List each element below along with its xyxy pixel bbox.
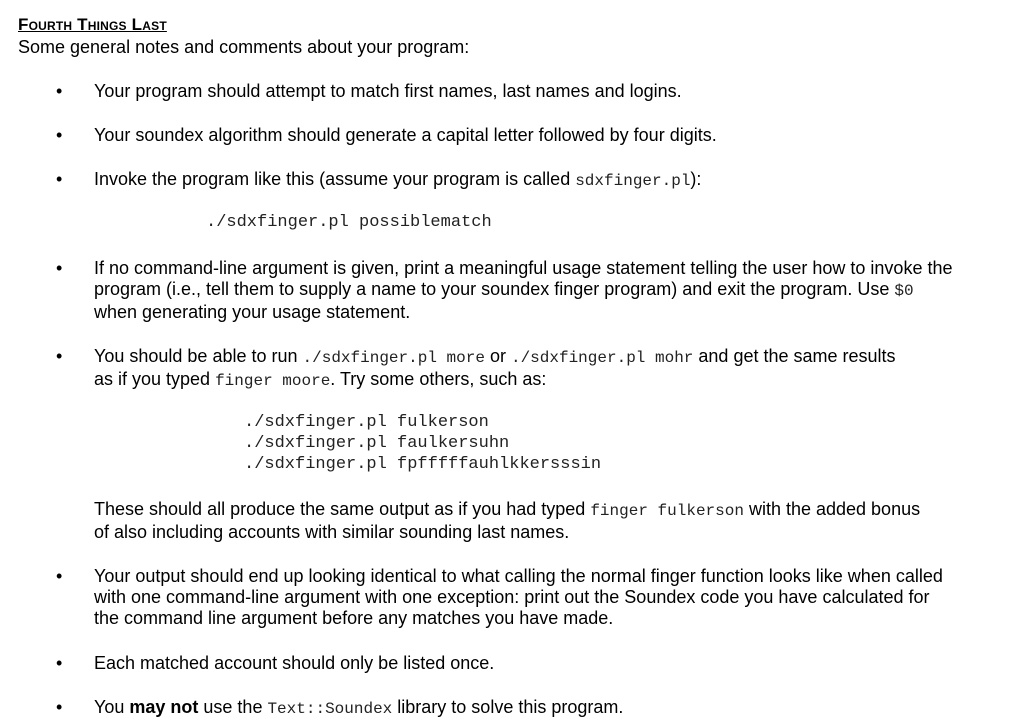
code-example-line: ./sdxfinger.pl fulkerson xyxy=(244,413,489,432)
bullet-6-line-1: Your output should end up looking identical to what calling the normal finger function looks like when called xyxy=(94,566,943,586)
para-text-end: with the added bonus xyxy=(743,499,921,519)
bullet-icon: • xyxy=(56,258,63,278)
bullet-6-line-2: with one command-line argument with one exception: print out the Soundex code you have calculated for xyxy=(94,587,930,607)
bullet-icon: • xyxy=(56,81,63,101)
bullet-5-code-3: finger moore xyxy=(215,372,331,390)
bullet-5-code-1: ./sdxfinger.pl more xyxy=(302,349,485,367)
intro-text: Some general notes and comments about your program: xyxy=(18,37,470,57)
bullet-3-text-end: ): xyxy=(690,169,702,189)
bullet-5-text-or: or xyxy=(484,346,511,366)
bullet-5-code-2: ./sdxfinger.pl mohr xyxy=(510,349,694,367)
bullet-icon: • xyxy=(56,346,63,366)
bullet-icon: • xyxy=(56,125,63,145)
bullet-4-code: $0 xyxy=(894,282,914,300)
bullet-item-2: Your soundex algorithm should generate a capital letter followed by four digits. xyxy=(94,125,717,145)
bullet-5-line-1 xyxy=(94,346,994,369)
bullet-item-1: Your program should attempt to match first names, last names and logins. xyxy=(94,81,682,101)
bullet-item-4 xyxy=(94,258,994,323)
bullet-icon: • xyxy=(56,566,63,586)
bullet-item-6 xyxy=(94,566,994,629)
bullet-4-line-2 xyxy=(94,279,994,302)
para-line-1 xyxy=(94,499,994,522)
code-invoke-example: ./sdxfinger.pl possiblematch xyxy=(206,213,492,232)
bullet-item-3 xyxy=(94,169,994,192)
bullet-4-line-1: If no command-line argument is given, print a meaningful usage statement telling the user how to invoke the xyxy=(94,258,953,278)
bullet-item-7: Each matched account should only be listed once. xyxy=(94,653,495,673)
bullet-5-text-end: and get the same results xyxy=(693,346,896,366)
bullet-8-bold: may not xyxy=(129,697,199,717)
bullet-icon: • xyxy=(56,697,63,717)
code-examples-block xyxy=(244,412,601,475)
bullet-item-5 xyxy=(94,346,994,392)
bullet-8-text: You xyxy=(94,697,130,717)
bullet-icon: • xyxy=(56,169,63,189)
para-text: These should all produce the same output as if you had typed xyxy=(94,499,591,519)
bullet-item-8 xyxy=(94,697,994,720)
section-heading: Fourth Things Last xyxy=(18,15,167,34)
bullet-3-text: Invoke the program like this (assume your program is called xyxy=(94,169,576,189)
bullet-8-code: Text::Soundex xyxy=(267,700,393,718)
bullet-5-text-2: as if you typed xyxy=(94,369,216,389)
code-example-line: ./sdxfinger.pl fpfffffauhlkkersssin xyxy=(244,455,602,474)
bullet-8-text-2: use the xyxy=(198,697,268,717)
bullet-5-line-2 xyxy=(94,369,994,392)
para-code: finger fulkerson xyxy=(590,502,744,520)
bullet-8-text-3: library to solve this program. xyxy=(392,697,624,717)
bullet-4-line-3: when generating your usage statement. xyxy=(94,302,411,322)
paragraph-after-examples xyxy=(94,499,994,543)
bullet-3-code: sdxfinger.pl xyxy=(575,172,691,190)
para-line-2: of also including accounts with similar sounding last names. xyxy=(94,522,570,542)
bullet-icon: • xyxy=(56,653,63,673)
code-example-line: ./sdxfinger.pl faulkersuhn xyxy=(244,434,510,453)
bullet-5-text: You should be able to run xyxy=(94,346,303,366)
bullet-5-text-3: . Try some others, such as: xyxy=(330,369,547,389)
bullet-4-line-2-text: program (i.e., tell them to supply a name to your soundex finger program) and exit the program. Use xyxy=(94,279,895,299)
bullet-6-line-3: the command line argument before any matches you have made. xyxy=(94,608,614,628)
